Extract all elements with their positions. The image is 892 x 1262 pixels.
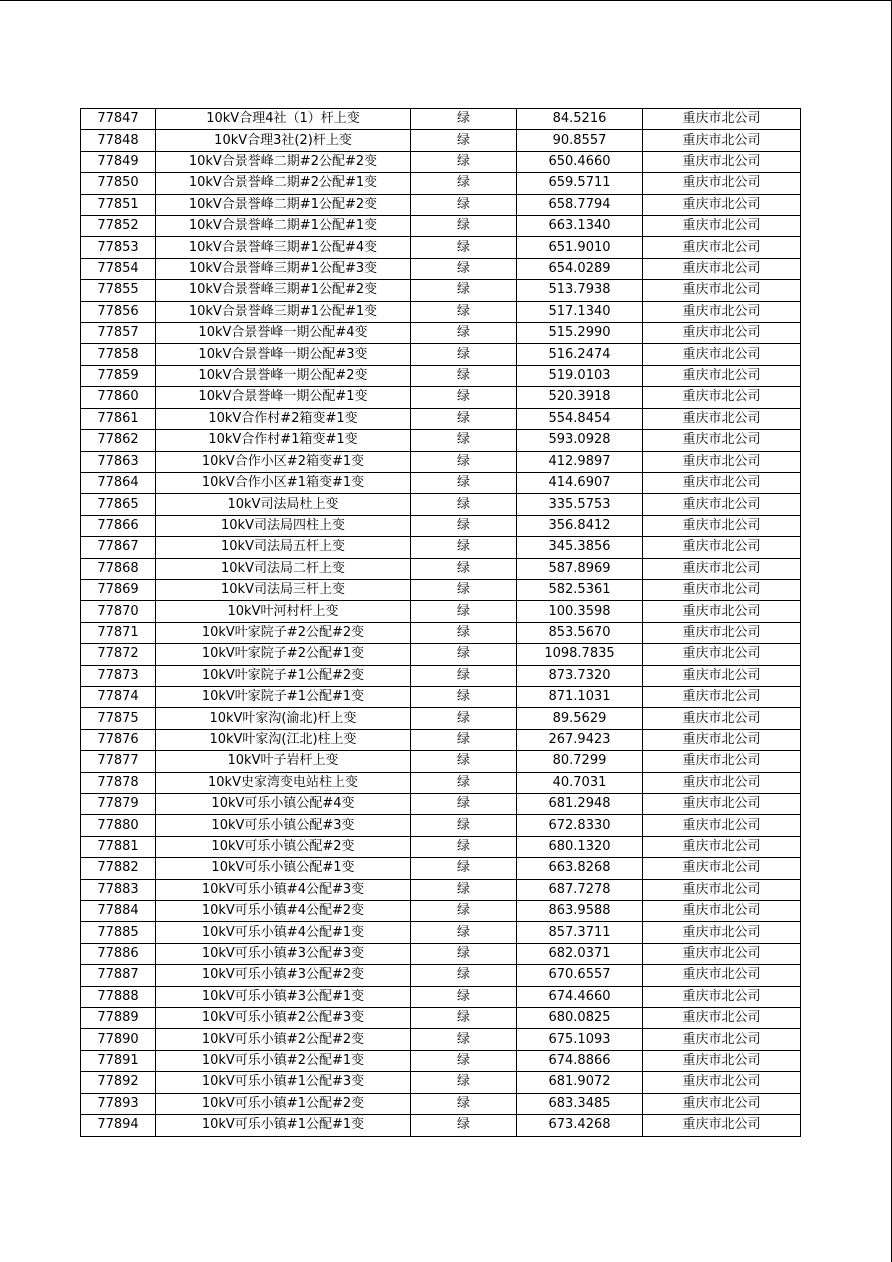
cell-status: 绿	[411, 1093, 517, 1114]
cell-value: 89.5629	[517, 708, 643, 729]
cell-id: 77866	[81, 515, 156, 536]
cell-id: 77865	[81, 494, 156, 515]
cell-id: 77871	[81, 622, 156, 643]
cell-value: 267.9423	[517, 729, 643, 750]
cell-company: 重庆市北公司	[643, 173, 801, 194]
cell-status: 绿	[411, 365, 517, 386]
cell-id: 77880	[81, 815, 156, 836]
table-row	[81, 836, 801, 857]
cell-company: 重庆市北公司	[643, 965, 801, 986]
cell-value: 593.0928	[517, 430, 643, 451]
cell-id: 77860	[81, 387, 156, 408]
cell-id: 77874	[81, 686, 156, 707]
table-row	[81, 665, 801, 686]
cell-company: 重庆市北公司	[643, 537, 801, 558]
cell-status: 绿	[411, 601, 517, 622]
cell-value: 519.0103	[517, 365, 643, 386]
cell-name: 10kV合景誉峰二期#1公配#2变	[156, 194, 411, 215]
table-row	[81, 237, 801, 258]
cell-company: 重庆市北公司	[643, 365, 801, 386]
cell-id: 77855	[81, 280, 156, 301]
cell-value: 681.9072	[517, 1072, 643, 1093]
cell-name: 10kV合景誉峰一期公配#2变	[156, 365, 411, 386]
cell-status: 绿	[411, 408, 517, 429]
cell-company: 重庆市北公司	[643, 665, 801, 686]
cell-status: 绿	[411, 1008, 517, 1029]
cell-company: 重庆市北公司	[643, 1050, 801, 1071]
cell-value: 674.8866	[517, 1050, 643, 1071]
cell-status: 绿	[411, 430, 517, 451]
cell-id: 77894	[81, 1115, 156, 1136]
table-row	[81, 1050, 801, 1071]
cell-id: 77869	[81, 579, 156, 600]
cell-value: 680.0825	[517, 1008, 643, 1029]
table-row	[81, 430, 801, 451]
cell-name: 10kV可乐小镇#2公配#3变	[156, 1008, 411, 1029]
cell-company: 重庆市北公司	[643, 879, 801, 900]
cell-status: 绿	[411, 130, 517, 151]
table-row	[81, 451, 801, 472]
cell-company: 重庆市北公司	[643, 644, 801, 665]
cell-name: 10kV合作小区#2箱变#1变	[156, 451, 411, 472]
cell-id: 77849	[81, 151, 156, 172]
table-row	[81, 472, 801, 493]
cell-value: 654.0289	[517, 258, 643, 279]
table-row	[81, 1008, 801, 1029]
cell-id: 77861	[81, 408, 156, 429]
cell-company: 重庆市北公司	[643, 344, 801, 365]
cell-id: 77884	[81, 901, 156, 922]
table-row	[81, 622, 801, 643]
cell-company: 重庆市北公司	[643, 986, 801, 1007]
cell-value: 100.3598	[517, 601, 643, 622]
cell-id: 77875	[81, 708, 156, 729]
cell-company: 重庆市北公司	[643, 1008, 801, 1029]
cell-name: 10kV史家湾变电站柱上变	[156, 772, 411, 793]
cell-name: 10kV合景誉峰三期#1公配#1变	[156, 301, 411, 322]
table-row	[81, 901, 801, 922]
cell-name: 10kV司法局杜上变	[156, 494, 411, 515]
table-row	[81, 558, 801, 579]
cell-company: 重庆市北公司	[643, 1029, 801, 1050]
cell-status: 绿	[411, 280, 517, 301]
table-row	[81, 365, 801, 386]
cell-value: 80.7299	[517, 751, 643, 772]
cell-name: 10kV可乐小镇#3公配#3变	[156, 943, 411, 964]
table-row	[81, 130, 801, 151]
table-row	[81, 644, 801, 665]
cell-value: 871.1031	[517, 686, 643, 707]
cell-value: 1098.7835	[517, 644, 643, 665]
cell-name: 10kV合景誉峰三期#1公配#2变	[156, 280, 411, 301]
table-row	[81, 601, 801, 622]
table-row	[81, 194, 801, 215]
cell-id: 77850	[81, 173, 156, 194]
cell-status: 绿	[411, 815, 517, 836]
cell-id: 77890	[81, 1029, 156, 1050]
cell-name: 10kV司法局四柱上变	[156, 515, 411, 536]
cell-value: 658.7794	[517, 194, 643, 215]
cell-name: 10kV可乐小镇#1公配#1变	[156, 1115, 411, 1136]
cell-name: 10kV可乐小镇#4公配#2变	[156, 901, 411, 922]
cell-status: 绿	[411, 1072, 517, 1093]
cell-status: 绿	[411, 494, 517, 515]
cell-value: 863.9588	[517, 901, 643, 922]
cell-status: 绿	[411, 515, 517, 536]
cell-value: 857.3711	[517, 922, 643, 943]
cell-name: 10kV叶家沟(江北)柱上变	[156, 729, 411, 750]
cell-status: 绿	[411, 922, 517, 943]
cell-status: 绿	[411, 537, 517, 558]
cell-company: 重庆市北公司	[643, 216, 801, 237]
cell-status: 绿	[411, 151, 517, 172]
cell-name: 10kV可乐小镇#4公配#3变	[156, 879, 411, 900]
cell-id: 77893	[81, 1093, 156, 1114]
cell-name: 10kV合景誉峰一期公配#3变	[156, 344, 411, 365]
cell-company: 重庆市北公司	[643, 794, 801, 815]
cell-status: 绿	[411, 472, 517, 493]
cell-value: 516.2474	[517, 344, 643, 365]
cell-id: 77892	[81, 1072, 156, 1093]
cell-id: 77883	[81, 879, 156, 900]
cell-company: 重庆市北公司	[643, 109, 801, 130]
cell-name: 10kV可乐小镇#3公配#1变	[156, 986, 411, 1007]
table-row	[81, 494, 801, 515]
table-row	[81, 258, 801, 279]
cell-status: 绿	[411, 858, 517, 879]
cell-value: 681.2948	[517, 794, 643, 815]
cell-id: 77853	[81, 237, 156, 258]
cell-id: 77879	[81, 794, 156, 815]
cell-id: 77851	[81, 194, 156, 215]
cell-id: 77878	[81, 772, 156, 793]
cell-id: 77848	[81, 130, 156, 151]
cell-value: 513.7938	[517, 280, 643, 301]
cell-name: 10kV可乐小镇#2公配#1变	[156, 1050, 411, 1071]
cell-company: 重庆市北公司	[643, 901, 801, 922]
cell-value: 683.3485	[517, 1093, 643, 1114]
cell-status: 绿	[411, 665, 517, 686]
cell-name: 10kV可乐小镇#1公配#2变	[156, 1093, 411, 1114]
cell-company: 重庆市北公司	[643, 237, 801, 258]
cell-value: 687.7278	[517, 879, 643, 900]
cell-name: 10kV合景誉峰三期#1公配#3变	[156, 258, 411, 279]
cell-company: 重庆市北公司	[643, 922, 801, 943]
cell-name: 10kV可乐小镇#2公配#2变	[156, 1029, 411, 1050]
cell-status: 绿	[411, 258, 517, 279]
cell-value: 345.3856	[517, 537, 643, 558]
table-row	[81, 344, 801, 365]
cell-status: 绿	[411, 1050, 517, 1071]
cell-value: 663.8268	[517, 858, 643, 879]
table-row	[81, 280, 801, 301]
cell-company: 重庆市北公司	[643, 601, 801, 622]
cell-company: 重庆市北公司	[643, 387, 801, 408]
cell-value: 412.9897	[517, 451, 643, 472]
cell-id: 77852	[81, 216, 156, 237]
cell-status: 绿	[411, 644, 517, 665]
cell-value: 335.5753	[517, 494, 643, 515]
cell-value: 853.5670	[517, 622, 643, 643]
cell-company: 重庆市北公司	[643, 1115, 801, 1136]
cell-status: 绿	[411, 194, 517, 215]
cell-value: 670.6557	[517, 965, 643, 986]
table-row	[81, 515, 801, 536]
table-row	[81, 751, 801, 772]
cell-status: 绿	[411, 237, 517, 258]
transformer-table	[80, 108, 801, 1137]
cell-company: 重庆市北公司	[643, 751, 801, 772]
cell-id: 77862	[81, 430, 156, 451]
table-row	[81, 1072, 801, 1093]
cell-company: 重庆市北公司	[643, 430, 801, 451]
table-row	[81, 323, 801, 344]
cell-value: 650.4660	[517, 151, 643, 172]
cell-company: 重庆市北公司	[643, 686, 801, 707]
cell-company: 重庆市北公司	[643, 1093, 801, 1114]
cell-company: 重庆市北公司	[643, 622, 801, 643]
cell-company: 重庆市北公司	[643, 130, 801, 151]
cell-status: 绿	[411, 943, 517, 964]
cell-name: 10kV叶家院子#1公配#2变	[156, 665, 411, 686]
table-row	[81, 686, 801, 707]
cell-id: 77887	[81, 965, 156, 986]
cell-name: 10kV司法局三杆上变	[156, 579, 411, 600]
cell-status: 绿	[411, 109, 517, 130]
cell-status: 绿	[411, 558, 517, 579]
cell-name: 10kV可乐小镇公配#2变	[156, 836, 411, 857]
cell-status: 绿	[411, 216, 517, 237]
cell-id: 77882	[81, 858, 156, 879]
cell-company: 重庆市北公司	[643, 472, 801, 493]
cell-name: 10kV合景誉峰二期#1公配#1变	[156, 216, 411, 237]
cell-value: 90.8557	[517, 130, 643, 151]
cell-value: 84.5216	[517, 109, 643, 130]
cell-value: 587.8969	[517, 558, 643, 579]
cell-name: 10kV叶家院子#2公配#1变	[156, 644, 411, 665]
cell-id: 77877	[81, 751, 156, 772]
table-row	[81, 1115, 801, 1136]
cell-company: 重庆市北公司	[643, 858, 801, 879]
cell-value: 414.6907	[517, 472, 643, 493]
table-row	[81, 708, 801, 729]
cell-status: 绿	[411, 323, 517, 344]
table-body	[81, 109, 801, 1137]
cell-id: 77863	[81, 451, 156, 472]
table-row	[81, 815, 801, 836]
cell-name: 10kV合作村#1箱变#1变	[156, 430, 411, 451]
cell-name: 10kV可乐小镇公配#4变	[156, 794, 411, 815]
cell-id: 77870	[81, 601, 156, 622]
cell-name: 10kV司法局二杆上变	[156, 558, 411, 579]
cell-company: 重庆市北公司	[643, 408, 801, 429]
cell-value: 672.8330	[517, 815, 643, 836]
cell-value: 674.4660	[517, 986, 643, 1007]
cell-id: 77881	[81, 836, 156, 857]
cell-id: 77888	[81, 986, 156, 1007]
cell-id: 77889	[81, 1008, 156, 1029]
cell-status: 绿	[411, 344, 517, 365]
cell-value: 517.1340	[517, 301, 643, 322]
cell-company: 重庆市北公司	[643, 280, 801, 301]
table-row	[81, 301, 801, 322]
cell-value: 663.1340	[517, 216, 643, 237]
cell-name: 10kV合景誉峰一期公配#1变	[156, 387, 411, 408]
cell-value: 673.4268	[517, 1115, 643, 1136]
table-row	[81, 858, 801, 879]
cell-status: 绿	[411, 301, 517, 322]
cell-value: 675.1093	[517, 1029, 643, 1050]
cell-id: 77872	[81, 644, 156, 665]
cell-status: 绿	[411, 901, 517, 922]
cell-id: 77886	[81, 943, 156, 964]
cell-status: 绿	[411, 1029, 517, 1050]
cell-company: 重庆市北公司	[643, 323, 801, 344]
table-row	[81, 408, 801, 429]
cell-name: 10kV合景誉峰二期#2公配#2变	[156, 151, 411, 172]
table-row	[81, 216, 801, 237]
cell-name: 10kV合理3社(2)杆上变	[156, 130, 411, 151]
cell-name: 10kV合景誉峰一期公配#4变	[156, 323, 411, 344]
table-row	[81, 879, 801, 900]
cell-value: 554.8454	[517, 408, 643, 429]
table-row	[81, 1093, 801, 1114]
cell-value: 873.7320	[517, 665, 643, 686]
cell-id: 77856	[81, 301, 156, 322]
cell-company: 重庆市北公司	[643, 815, 801, 836]
cell-status: 绿	[411, 387, 517, 408]
cell-id: 77858	[81, 344, 156, 365]
cell-value: 680.1320	[517, 836, 643, 857]
cell-status: 绿	[411, 451, 517, 472]
table-row	[81, 986, 801, 1007]
cell-company: 重庆市北公司	[643, 258, 801, 279]
cell-name: 10kV合理4社（1）杆上变	[156, 109, 411, 130]
table-row	[81, 537, 801, 558]
table-row	[81, 387, 801, 408]
cell-status: 绿	[411, 836, 517, 857]
table-row	[81, 794, 801, 815]
table-row	[81, 965, 801, 986]
cell-company: 重庆市北公司	[643, 194, 801, 215]
table-row	[81, 151, 801, 172]
cell-name: 10kV叶家院子#2公配#2变	[156, 622, 411, 643]
table-row	[81, 772, 801, 793]
table-row	[81, 173, 801, 194]
cell-status: 绿	[411, 708, 517, 729]
cell-value: 651.9010	[517, 237, 643, 258]
cell-id: 77864	[81, 472, 156, 493]
cell-company: 重庆市北公司	[643, 943, 801, 964]
cell-company: 重庆市北公司	[643, 836, 801, 857]
cell-status: 绿	[411, 1115, 517, 1136]
cell-name: 10kV合景誉峰三期#1公配#4变	[156, 237, 411, 258]
page-top-rule	[0, 0, 892, 1]
table-row	[81, 943, 801, 964]
cell-name: 10kV叶河村杆上变	[156, 601, 411, 622]
cell-name: 10kV合景誉峰二期#2公配#1变	[156, 173, 411, 194]
cell-company: 重庆市北公司	[643, 451, 801, 472]
table-row	[81, 1029, 801, 1050]
table-row	[81, 109, 801, 130]
cell-status: 绿	[411, 772, 517, 793]
cell-company: 重庆市北公司	[643, 494, 801, 515]
cell-company: 重庆市北公司	[643, 151, 801, 172]
cell-id: 77891	[81, 1050, 156, 1071]
cell-company: 重庆市北公司	[643, 708, 801, 729]
cell-id: 77873	[81, 665, 156, 686]
cell-status: 绿	[411, 729, 517, 750]
cell-id: 77847	[81, 109, 156, 130]
cell-status: 绿	[411, 173, 517, 194]
cell-id: 77867	[81, 537, 156, 558]
cell-status: 绿	[411, 622, 517, 643]
cell-id: 77857	[81, 323, 156, 344]
cell-name: 10kV叶家院子#1公配#1变	[156, 686, 411, 707]
cell-status: 绿	[411, 965, 517, 986]
cell-name: 10kV叶家沟(渝北)杆上变	[156, 708, 411, 729]
cell-company: 重庆市北公司	[643, 579, 801, 600]
cell-status: 绿	[411, 986, 517, 1007]
cell-name: 10kV可乐小镇#3公配#2变	[156, 965, 411, 986]
cell-name: 10kV司法局五杆上变	[156, 537, 411, 558]
cell-name: 10kV可乐小镇#4公配#1变	[156, 922, 411, 943]
cell-company: 重庆市北公司	[643, 772, 801, 793]
cell-value: 40.7031	[517, 772, 643, 793]
table-row	[81, 729, 801, 750]
cell-company: 重庆市北公司	[643, 1072, 801, 1093]
cell-name: 10kV可乐小镇公配#1变	[156, 858, 411, 879]
cell-name: 10kV可乐小镇公配#3变	[156, 815, 411, 836]
cell-company: 重庆市北公司	[643, 301, 801, 322]
cell-value: 356.8412	[517, 515, 643, 536]
cell-company: 重庆市北公司	[643, 558, 801, 579]
cell-name: 10kV合作小区#1箱变#1变	[156, 472, 411, 493]
cell-status: 绿	[411, 751, 517, 772]
table-row	[81, 922, 801, 943]
cell-name: 10kV叶子岩杆上变	[156, 751, 411, 772]
cell-status: 绿	[411, 686, 517, 707]
cell-value: 682.0371	[517, 943, 643, 964]
cell-status: 绿	[411, 794, 517, 815]
cell-name: 10kV合作村#2箱变#1变	[156, 408, 411, 429]
cell-id: 77859	[81, 365, 156, 386]
cell-name: 10kV可乐小镇#1公配#3变	[156, 1072, 411, 1093]
cell-status: 绿	[411, 579, 517, 600]
cell-value: 515.2990	[517, 323, 643, 344]
cell-id: 77854	[81, 258, 156, 279]
cell-value: 582.5361	[517, 579, 643, 600]
cell-company: 重庆市北公司	[643, 729, 801, 750]
cell-status: 绿	[411, 879, 517, 900]
cell-id: 77876	[81, 729, 156, 750]
cell-id: 77868	[81, 558, 156, 579]
cell-value: 659.5711	[517, 173, 643, 194]
cell-id: 77885	[81, 922, 156, 943]
table-row	[81, 579, 801, 600]
cell-company: 重庆市北公司	[643, 515, 801, 536]
cell-value: 520.3918	[517, 387, 643, 408]
